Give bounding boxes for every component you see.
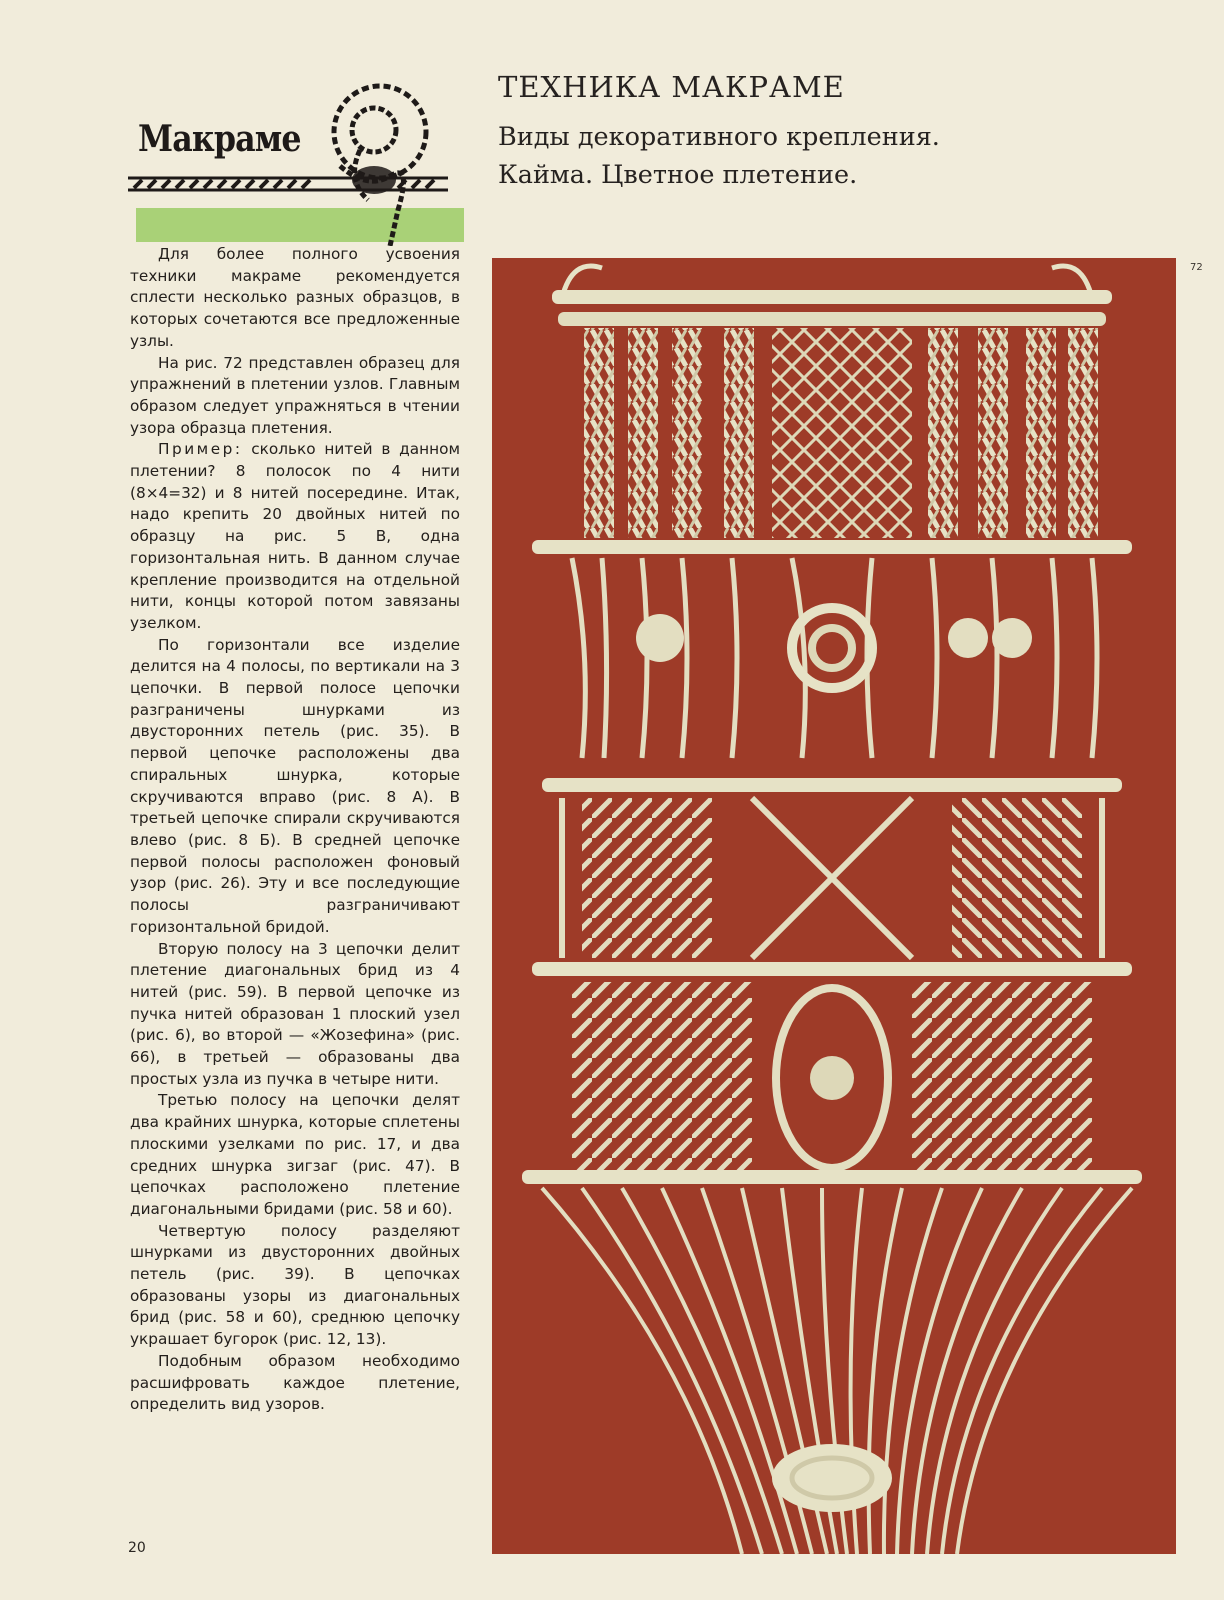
paragraph: По горизонтали все изделие делится на 4 полосы, по вертикали на 3 цепочки. В первой полосе цепочки разграничены шнурками из двусторонних петель (рис. 35). В первой цепочке расположены два спиральных шнурка, которые скручиваются вправо (рис. 8 А). В третьей цепочке спирали скручиваются влево (рис. 8 Б). В средней цепочке первой полосы расположен фоновый узор (рис. 26). Эту и все последующие полосы разграничивают горизонтальной бридой. xyxy=(130,635,460,936)
paragraph-text: сколько нитей в данном плетении? 8 полосок по 4 нити (8×4=32) и 8 нитей посередине. Итак, надо крепить 20 двойных нитей по образцу на рис. 5 В, одна горизонтальная нить. В данном случае крепление производится на отдельной нити, концы которой потом завязаны узелком. xyxy=(130,440,460,632)
rope-knot-icon xyxy=(128,80,464,246)
figure-number: 72 xyxy=(1190,262,1203,273)
paragraph: На рис. 72 представлен образец для упражнений в плетении узлов. Главным образом следует упражняться в чтении узора образца плетения. xyxy=(130,353,460,437)
macrame-logo xyxy=(128,80,464,246)
subtitle-line: Кайма. Цветное плетение. xyxy=(498,160,858,190)
paragraph: Для более полного усвоения техники макраме рекомендуется сплести несколько разных образцов, в которых сочетаются все предложенные узлы. xyxy=(130,245,460,350)
page-title: ТЕХНИКА МАКРАМЕ xyxy=(498,70,845,104)
page-number: 20 xyxy=(128,1540,146,1556)
article-body xyxy=(130,244,460,1416)
paragraph: Вторую полосу на 3 цепочки делит плетение диагональных брид из 4 нитей (рис. 59). В первой цепочке из пучка нитей образован 1 плоский узел (рис. 6), во второй — «Жозефина» (рис. 66), в третьей — образованы два простых узла из пучка в четыре нити. xyxy=(130,939,460,1088)
paragraph: Третью полосу на цепочки делят два крайних шнурка, которые сплетены плоскими узелками по рис. 17, и два средних шнурка зигзаг (рис. 47). В цепочках расположено плетение диагональными бридами (рис. 58 и 60). xyxy=(130,1091,460,1218)
macrame-photo xyxy=(492,258,1176,1554)
subtitle-line: Виды декоративного крепления. xyxy=(498,122,940,152)
paragraph xyxy=(130,439,460,634)
paragraph: Четвертую полосу разделяют шнурками из двусторонних двойных петель (рис. 39). В цепочках образованы узоры из диагональных брид (рис. 58 и 60), среднюю цепочку украшает бугорок (рис. 12, 13). xyxy=(130,1221,460,1349)
logo-word: Макраме xyxy=(138,118,301,160)
example-lead: Пример: xyxy=(158,440,243,459)
paragraph: Подобным образом необходимо расшифровать каждое плетение, определить вид узоров. xyxy=(130,1351,460,1414)
macrame-photo-drawing xyxy=(492,258,1176,1554)
page-subtitle xyxy=(498,118,1058,194)
